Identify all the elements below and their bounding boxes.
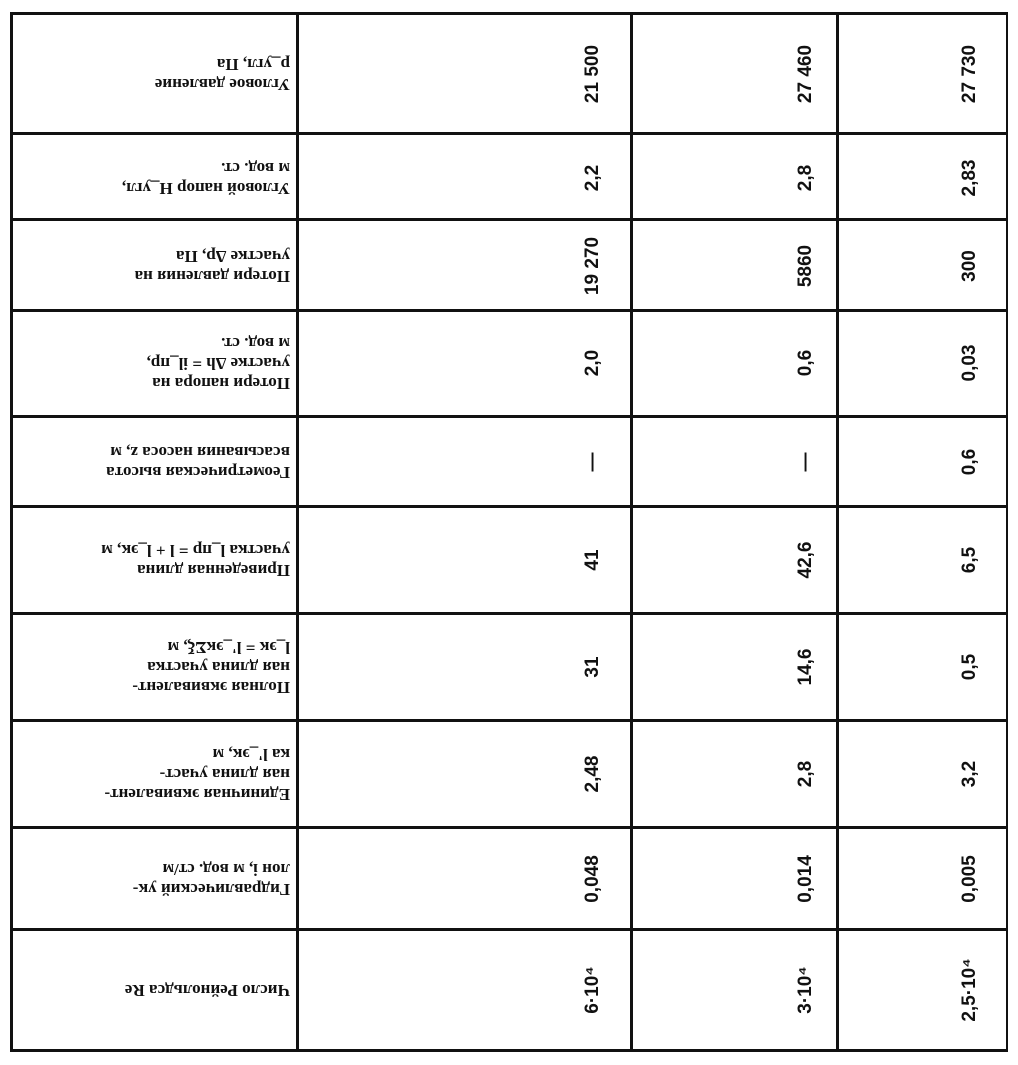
cell-value: 0,03: [959, 344, 980, 382]
cell-col-1: [573, 312, 613, 414]
cell-col-3: [950, 931, 990, 1049]
cell-value: 41: [582, 549, 603, 571]
row-header-label: Потери напора на участке Δh = il_пр, м вод. ст.: [146, 334, 290, 393]
cell-col-2: [786, 931, 826, 1049]
row-header-label: Геометрическая высота всасывания насоса z, м: [106, 443, 290, 482]
row-header: [10, 722, 300, 826]
table-row: [10, 135, 1008, 220]
cell-value: 0,5: [959, 653, 980, 681]
cell-value: 27 460: [795, 44, 816, 104]
cell-col-3: [950, 508, 990, 612]
cell-col-2: [786, 312, 826, 414]
bottom-rule: [633, 1049, 836, 1052]
cell-value: 2,48: [582, 755, 603, 793]
cell-col-1: [573, 615, 613, 719]
cell-value: 2,8: [795, 164, 816, 191]
cell-value: 3,2: [959, 760, 980, 788]
cell-value: 31: [582, 656, 603, 678]
table-row: [10, 508, 1008, 612]
row-header: [10, 312, 300, 414]
row-header-label: Угловой напор H_угл, м вод. ст.: [121, 158, 290, 198]
cell-value: 0,048: [582, 855, 603, 903]
cell-value: —: [582, 452, 603, 472]
cell-col-1: [573, 722, 613, 826]
bottom-rule: [13, 1049, 296, 1052]
row-header: [10, 931, 300, 1049]
cell-value: 19 270: [582, 236, 603, 296]
cell-col-3: [950, 221, 990, 311]
cell-value: 6,5: [959, 546, 980, 574]
table-row: [10, 615, 1008, 719]
table-row: [10, 722, 1008, 826]
cell-value: 0,014: [795, 855, 816, 903]
cell-value: 2,83: [959, 159, 980, 196]
cell-value: —: [795, 452, 816, 472]
row-header: [10, 615, 300, 719]
cell-value: 2,5·10⁴: [959, 958, 980, 1022]
data-table: [10, 12, 1008, 1052]
row-header: [10, 221, 300, 311]
cell-col-2: [786, 722, 826, 826]
row-header: [10, 15, 300, 133]
cell-col-1: [573, 15, 613, 133]
cell-value: 3·10⁴: [795, 966, 816, 1014]
cell-col-1: [573, 829, 613, 929]
cell-value: 0,6: [959, 448, 980, 476]
cell-col-2: [786, 418, 826, 506]
cell-col-1: [573, 135, 613, 220]
cell-value: 14,6: [795, 648, 816, 686]
table-row: [10, 221, 1008, 311]
row-header: [10, 135, 300, 220]
cell-col-3: [950, 418, 990, 506]
table-row: [10, 931, 1008, 1049]
cell-value: 42,6: [795, 541, 816, 579]
row-header-label: Число Рейнольдса Re: [124, 981, 290, 1000]
cell-col-2: [786, 135, 826, 220]
cell-col-2: [786, 829, 826, 929]
cell-col-3: [950, 312, 990, 414]
row-header: [10, 508, 300, 612]
cell-value: 300: [959, 250, 980, 282]
cell-col-1: [573, 221, 613, 311]
cell-col-3: [950, 615, 990, 719]
cell-col-2: [786, 615, 826, 719]
table-row: [10, 15, 1008, 133]
cell-col-2: [786, 221, 826, 311]
row-header: [10, 829, 300, 929]
cell-col-3: [950, 722, 990, 826]
cell-value: 5860: [795, 244, 816, 288]
cell-value: 21 500: [582, 44, 603, 104]
cell-value: 27 730: [959, 44, 980, 104]
table-row: [10, 312, 1008, 414]
cell-col-1: [573, 418, 613, 506]
bottom-rule: [299, 1049, 630, 1052]
row-header-label: Угловое давление p_угл, Па: [154, 55, 290, 94]
cell-value: 0,005: [959, 855, 980, 903]
row-header-label: Единичная эквивалент- ная длина участ- ка l'_эк, м: [104, 745, 290, 804]
cell-value: 2,8: [795, 760, 816, 788]
cell-col-2: [786, 15, 826, 133]
cell-col-1: [573, 931, 613, 1049]
cell-col-2: [786, 508, 826, 612]
row-header-label: Гидравлический ук- лон i, м вод. ст/м: [132, 860, 290, 899]
cell-value: 2,0: [582, 349, 603, 377]
table-row: [10, 418, 1008, 506]
row-header-label: Полная эквивалент- ная длина участка l_эк = l'_экΣξ, м: [132, 638, 290, 697]
cell-col-3: [950, 135, 990, 220]
cell-value: 6·10⁴: [582, 966, 603, 1014]
cell-value: 0,6: [795, 349, 816, 377]
cell-col-3: [950, 829, 990, 929]
cell-value: 2,2: [582, 164, 603, 191]
cell-col-1: [573, 508, 613, 612]
table-row: [10, 829, 1008, 929]
bottom-rule: [839, 1049, 1006, 1052]
cell-col-3: [950, 15, 990, 133]
row-header: [10, 418, 300, 506]
row-header-label: Приведенная длина участка l_пр = l + l_эк, м: [101, 541, 290, 580]
row-header-label: Потери давления на участке Δp, Па: [134, 247, 290, 286]
